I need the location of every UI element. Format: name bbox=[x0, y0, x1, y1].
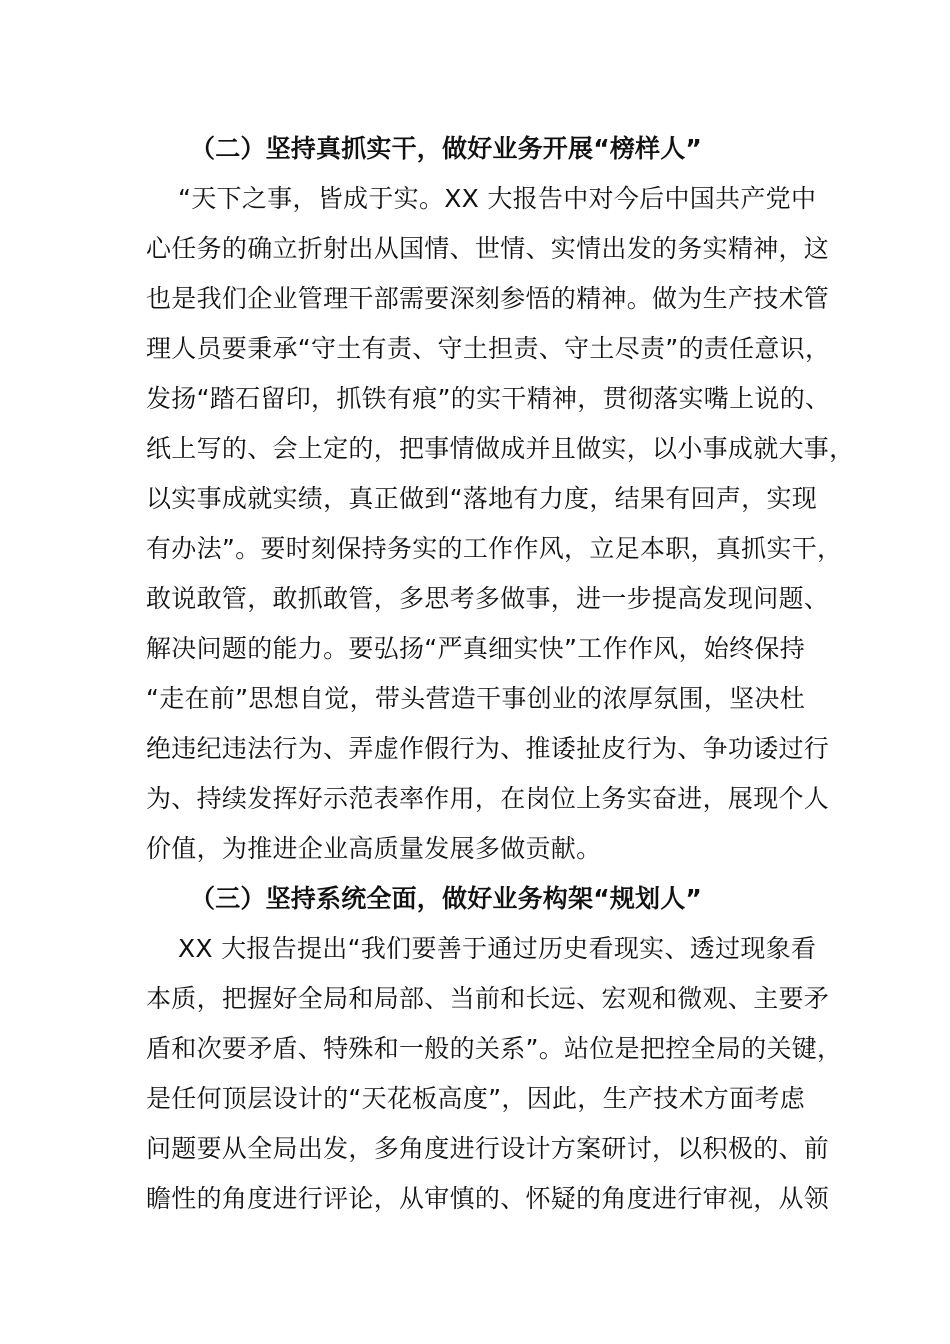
body-line: 发扬“踏石留印，抓铁有痕”的实干精神，贯彻落实嘴上说的、 bbox=[146, 384, 831, 413]
body-line: 理人员要秉承“守土有责、守土担责、守土尽责”的责任意识， bbox=[146, 334, 831, 363]
section-heading-3: （三）坚持系统全面，做好业务构架“规划人” bbox=[190, 884, 703, 913]
body-line: XX 大报告提出“我们要善于通过历史看现实、透过现象看 bbox=[178, 934, 817, 963]
body-line: 有办法”。要时刻保持务实的工作作风，立足本职，真抓实干， bbox=[146, 534, 843, 563]
section-heading-2: （二）坚持真抓实干，做好业务开展“榜样人” bbox=[190, 134, 703, 163]
body-line: 价值，为推进企业高质量发展多做贡献。 bbox=[146, 834, 602, 863]
body-line: “走在前”思想自觉，带头营造干事创业的浓厚氛围，坚决杜 bbox=[146, 684, 806, 713]
body-line: 为、持续发挥好示范表率作用，在岗位上务实奋进，展现个人 bbox=[146, 784, 830, 813]
body-line: 解决问题的能力。要弘扬“严真细实快”工作作风，始终保持 bbox=[146, 634, 806, 663]
body-line: 瞻性的角度进行评论，从审慎的、怀疑的角度进行审视，从领 bbox=[146, 1184, 830, 1213]
body-line: 以实事成就实绩，真正做到“落地有力度，结果有回声，实现 bbox=[146, 484, 818, 513]
body-line: 绝违纪违法行为、弄虚作假行为、推诿扯皮行为、争功诿过行 bbox=[146, 734, 830, 763]
body-line: 心任务的确立折射出从国情、世情、实情出发的务实精神，这 bbox=[146, 234, 830, 263]
body-line: 敢说敢管，敢抓敢管，多思考多做事，进一步提高发现问题、 bbox=[146, 584, 830, 613]
body-line: 纸上写的、会上定的，把事情做成并且做实，以小事成就大事， bbox=[146, 434, 855, 463]
body-line: 盾和次要矛盾、特殊和一般的关系”。站位是把控全局的关键， bbox=[146, 1034, 843, 1063]
body-line: “天下之事，皆成于实。XX 大报告中对今后中国共产党中 bbox=[178, 184, 817, 213]
body-line: 是任何顶层设计的“天花板高度”，因此，生产技术方面考虑 bbox=[146, 1084, 806, 1113]
body-line: 也是我们企业管理干部需要深刻参悟的精神。做为生产技术管 bbox=[146, 284, 830, 313]
body-line: 问题要从全局出发，多角度进行设计方案研讨，以积极的、前 bbox=[146, 1134, 830, 1163]
body-line: 本质，把握好全局和局部、当前和长远、宏观和微观、主要矛 bbox=[146, 984, 830, 1013]
